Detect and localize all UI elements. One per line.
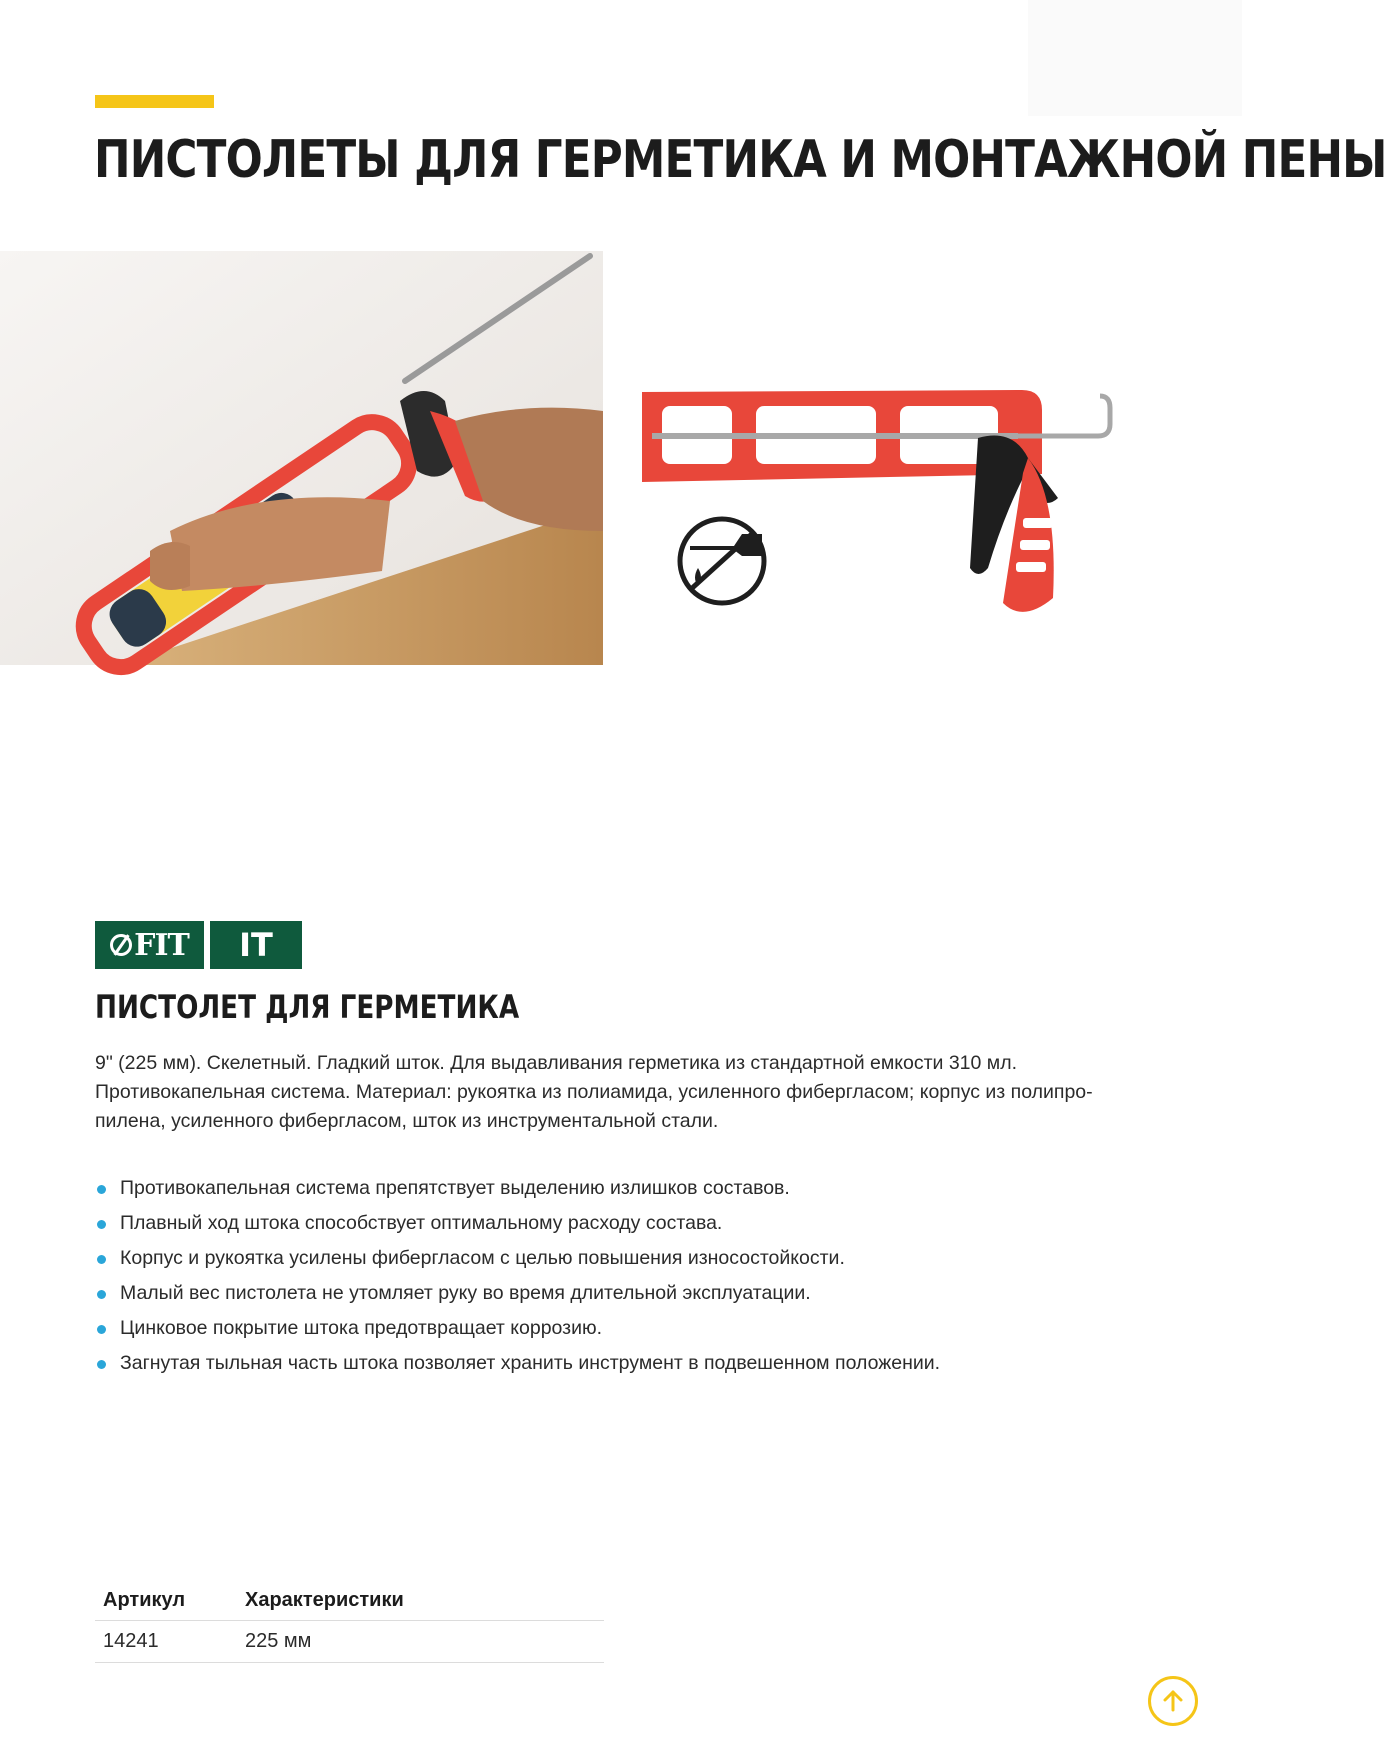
description-line: Противокапельная система. Материал: рукоятка из полиамида, усиленного фибергласом; корпус из полипро- [95, 1081, 1093, 1103]
feature-item: Корпус и рукоятка усилены фибергласом с целью повышения износостойкости. [95, 1241, 940, 1276]
accent-bar [95, 95, 214, 108]
product-title: ПИСТОЛЕТ ДЛЯ ГЕРМЕТИКА [95, 988, 520, 1026]
brand-logo [95, 921, 302, 969]
product-photo [638, 378, 1144, 642]
table-row [95, 1621, 604, 1663]
spec-table [95, 1580, 604, 1663]
header-characteristics: Характеристики [237, 1580, 604, 1621]
product-description [95, 1049, 1155, 1136]
description-line: 9" (225 мм). Скелетный. Гладкий шток. Для выдавливания герметика из стандартной емкости 310 мл. [95, 1052, 1017, 1074]
cell-characteristics: 225 мм [237, 1621, 604, 1663]
page-title: ПИСТОЛЕТЫ ДЛЯ ГЕРМЕТИКА И МОНТАЖНОЙ ПЕНЫ [94, 130, 1387, 190]
feature-item: Загнутая тыльная часть штока позволяет хранить инструмент в подвешенном положении. [95, 1346, 940, 1381]
anti-drip-icon [680, 519, 764, 603]
cell-article: 14241 [95, 1621, 237, 1663]
logo-it-text: IT [239, 926, 273, 964]
logo-fit-text: FIT [134, 927, 189, 963]
header-article: Артикул [95, 1580, 237, 1621]
feature-item: Малый вес пистолета не утомляет руку во время длительной эксплуатации. [95, 1276, 940, 1311]
features-list [95, 1171, 940, 1381]
feature-item: Плавный ход штока способствует оптимальному расходу состава. [95, 1206, 940, 1241]
logo-it [210, 921, 302, 969]
feature-item: Противокапельная система препятствует выделению излишков составов. [95, 1171, 940, 1206]
scroll-to-top-button[interactable] [1148, 1676, 1198, 1726]
fit-mark-icon [110, 934, 132, 956]
description-line: пилена, усиленного фибергласом, шток из инструментальной стали. [95, 1110, 719, 1132]
logo-fit [95, 921, 204, 969]
corner-shade [1028, 0, 1242, 116]
arrow-up-circle-icon [1151, 1679, 1195, 1723]
table-header-row [95, 1580, 604, 1621]
usage-photo [0, 251, 603, 665]
feature-item: Цинковое покрытие штока предотвращает коррозию. [95, 1311, 940, 1346]
